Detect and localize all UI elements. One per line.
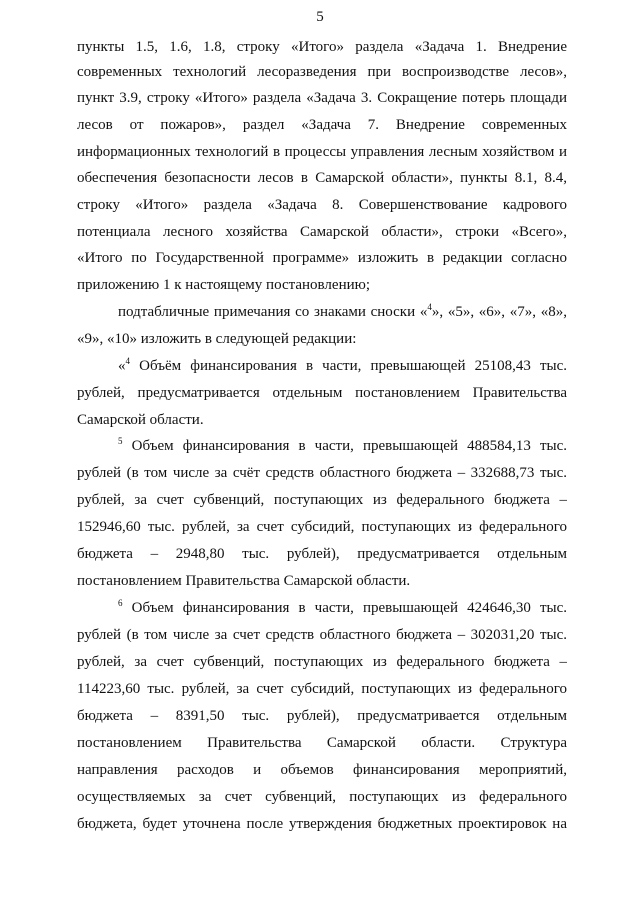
line-text: пункты 1.5, 1.6, 1.8, строку «Итого» раздела «Задача 1. Внедрение [77,39,567,55]
text-line [77,463,567,483]
text-line [77,410,567,430]
page-number: 5 [316,9,324,25]
text-line [77,115,567,135]
text-line [77,760,567,780]
line-text: строку «Итого» раздела «Задача 8. Совершенствование кадрового [77,197,567,213]
footnote-marker: 6 [118,598,123,608]
text-line [77,733,567,753]
line-text: постановлением Правительства Самарской области. [77,573,411,589]
line-text: постановлением Правительства Самарской области. Структура [77,735,567,751]
text-line [77,706,567,726]
text-line [77,490,567,510]
text-line [77,814,567,834]
text-line [77,787,567,807]
line-text: потенциала лесного хозяйства Самарской области», строки «Всего», [77,224,567,240]
line-text: информационных технологий в процессы управления лесным хозяйством и [77,144,567,160]
text-line [77,195,567,215]
text-line [77,679,567,699]
line-text: « [118,358,126,374]
line-text: лесов от пожаров», раздел «Задача 7. Внедрение современных [77,117,567,133]
line-text: осуществляемых за счет субвенций, поступающих из федерального [77,789,567,805]
line-text: 152946,60 тыс. рублей, за счет субсидий, поступающих из федерального [77,519,567,535]
text-line [118,302,567,322]
line-text: бюджета – 8391,50 тыс. рублей), предусматривается отдельным [77,708,567,724]
line-text: пункт 3.9, строку «Итого» раздела «Задача 3. Сокращение потерь площади [77,90,567,106]
line-text: бюджета – 2948,80 тыс. рублей), предусматривается отдельным [77,546,567,562]
line-text: 114223,60 тыс. рублей, за счет субсидий, поступающих из федерального [77,681,567,697]
text-line [77,142,567,162]
text-line [118,356,567,376]
line-text: современных технологий лесоразведения при воспроизводстве лесов», [77,64,567,80]
line-text-continued: Объем финансирования в части, превышающей 424646,30 тыс. [122,600,567,616]
text-line [77,517,567,537]
text-line [77,248,567,268]
text-line [77,544,567,564]
line-text-continued: Объем финансирования в части, превышающей 488584,13 тыс. [122,438,567,454]
line-text: Самарской области. [77,412,204,428]
text-line [77,275,567,295]
text-line [77,329,567,349]
footnote-marker: 4 [125,356,130,366]
text-line [77,222,567,242]
line-text: обеспечения безопасности лесов в Самарской области», пункты 8.1, 8.4, [77,170,567,186]
text-line [77,625,567,645]
line-text: рублей (в том числе за счёт средств областного бюджета – 332688,73 тыс. [77,465,567,481]
line-text: рублей, предусматривается отдельным постановлением Правительства [77,385,567,401]
text-line [77,652,567,672]
line-text: «Итого по Государственной программе» изложить в редакции согласно [77,250,567,266]
line-text: «9», «10» изложить в следующей редакции: [77,331,357,347]
line-text: рублей, за счет субвенций, поступающих из федерального бюджета – [77,654,567,670]
line-text: приложению 1 к настоящему постановлению; [77,277,370,293]
line-text: направления расходов и объемов финансирования мероприятий, [77,762,567,778]
text-line [77,168,567,188]
line-text: подтабличные примечания со знаками сноски « [118,304,428,320]
footnote-marker: 4 [427,302,432,312]
line-text: бюджета, будет уточнена после утверждения бюджетных проектировок на [77,816,567,832]
text-line [118,436,567,456]
text-line [118,598,567,618]
text-line [77,62,567,82]
text-line [77,88,567,108]
footnote-marker: 5 [118,436,123,446]
text-line [77,37,567,57]
line-text-continued: », «5», «6», «7», «8», [431,304,567,320]
line-text-continued: Объём финансирования в части, превышающей 25108,43 тыс. [130,358,567,374]
text-line [77,571,567,591]
line-text: рублей (в том числе за счет средств областного бюджета – 302031,20 тыс. [77,627,567,643]
text-line [77,383,567,403]
line-text: рублей, за счет субвенций, поступающих из федерального бюджета – [77,492,567,508]
